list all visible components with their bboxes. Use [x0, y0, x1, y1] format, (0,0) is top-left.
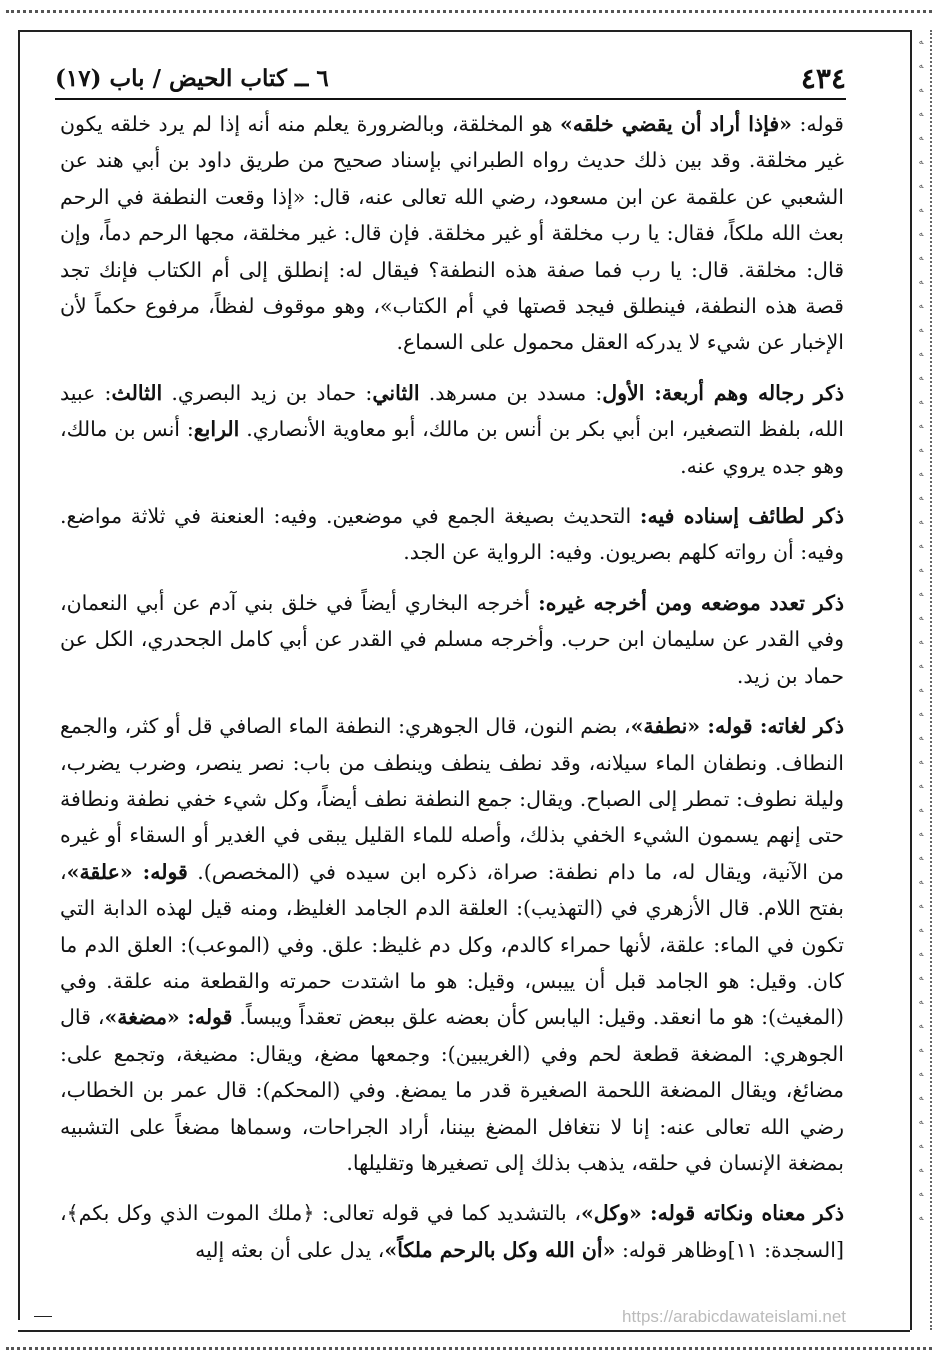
paragraph: [60, 1195, 844, 1268]
page-border-top: [18, 30, 910, 32]
running-title: ٦ ــ كتاب الحيض / باب (١٧): [55, 64, 329, 92]
bold-heading-segment: الثاني: [372, 380, 420, 405]
bold-heading-segment: «فإذا أراد أن يقضي خلقه»: [560, 112, 792, 136]
watermark-url: https://arabicdawateislami.net: [622, 1307, 846, 1326]
text-segment: قوله:: [791, 112, 844, 136]
text-segment: «إذا وقعت النطفة في الرحم بعث الله ملكاً، فقال: يا رب مخلقة أو غير مخلقة. فإن قال: غير مخلقة، مجها الرحم دماً، وإن قال: مخلقة. قال: يا رب فما صفة هذه النطفة؟ فيقال له: إنطلق إلى أم الكتاب فإنك تجد قصة هذه النطفة، فينطلق فيجد قصتها في أم الكتاب»: [60, 184, 844, 319]
paragraph: [60, 375, 844, 484]
bold-heading-segment: الثالث: [111, 380, 163, 405]
text-segment: ، يدل على أن بعثه إليه: [195, 1237, 385, 1262]
paragraph: [60, 106, 844, 361]
text-segment: ، بضم النون، قال الجوهري: النطفة الماء الصافي قل أو كثر، والجمع النطاف. ونطفان الماء سيلانه، وقد نطف ينطف وينطف من باب: نصر ينصر، وضرب يضرب، وليلة نطوف: تمطر إلى الصباح. ويقال: جمع النطفة نطف أيضاً، وكل شيء خفي نطفة ونطافة حتى إنهم يسمون الشيء الخفي بذلك، وأصله للماء القليل يبقى في الغدير أو السقاء أو غيره من الآنية، ويقال له، ما دام نطفة: صراة، ذكره ابن سيده في (المخصص).: [60, 714, 844, 884]
page-number: ٤٣٤: [800, 61, 846, 95]
bold-heading-segment: ذكر رجاله وهم أربعة:: [644, 380, 844, 405]
bold-heading-segment: ذكر معناه ونكاته قوله: «وكل»: [580, 1201, 844, 1226]
text-segment: ، [السجدة: ١١]وظاهر قوله:: [60, 1201, 844, 1262]
bold-heading-segment: الأول: [602, 380, 645, 405]
text-segment: هو المخلقة، وبالضرورة يعلم منه أنه إذا لم يرد خلقه يكون غير مخلقة. وقد بين ذلك حديث رواه الطبراني بإسناد صحيح من طريق داود بن أبي هند عن الشعبي عن علقمة عن ابن مسعود، رضي الله تعالى عنه، قال:: [60, 112, 845, 209]
page-body-text: [60, 106, 844, 1282]
text-segment: ، بالتشديد كما في قوله تعالى:: [314, 1201, 581, 1226]
text-segment: : عبيد الله، بلفظ التصغير، ابن أبي بكر بن أنس بن مالك، أبو معاوية الأنصاري.: [60, 380, 844, 442]
paragraph: [60, 585, 844, 694]
text-segment: : مسدد بن مسرهد.: [419, 380, 603, 405]
bold-heading-segment: «أن الله وكل بالرحم ملكاً»: [384, 1237, 616, 1262]
page-border-right-ornament: ﻪ ﻪ ﻪ ﻪ ﻪ ﻪ ﻪ ﻪ ﻪ ﻪ ﻪ ﻪ ﻪ ﻪ ﻪ ﻪ ﻪ ﻪ ﻪ ﻪ ﻪ ﻪ ﻪ ﻪ ﻪ ﻪ ﻪ ﻪ ﻪ ﻪ ﻪ ﻪ ﻪ ﻪ ﻪ ﻪ ﻪ ﻪ ﻪ ﻪ ﻪ ﻪ ﻪ ﻪ ﻪ ﻪ ﻪ ﻪ ﻪ ﻪ: [910, 30, 932, 1330]
text-segment: أخرجه البخاري أيضاً في خلق بني آدم عن أبي النعمان، وفي القدر عن سليمان ابن حرب. وأخرجه مسلم في القدر عن أبي كامل الجحدري، الكل عن حماد بن زيد.: [60, 590, 844, 688]
page-border-left: [18, 30, 20, 1320]
text-segment: ، قال الجوهري: المضغة قطعة لحم وفي (الغريبين): وجمعها مضغ، ويقال: مضيغة، وتجمع على: مضائغ، ويقال المضغة اللحمة الصغيرة قدر ما يمضغ. وفي (المحكم): قال عمر بن الخطاب، رضي الله تعالى عنه: إنا لا نتغافل المضغ بيننا، أراد الجراحات، وسماها مضغاً على التشبيه بمضغة الإنسان في حلقه، يذهب بذلك إلى تصغيرها وتقليلها.: [60, 1005, 844, 1175]
bold-heading-segment: قوله: «مضغة»: [104, 1005, 233, 1030]
text-segment: ﴿ملك الموت الذي وكل بكم﴾: [66, 1201, 315, 1226]
bold-heading-segment: ذكر تعدد موضعه ومن أخرجه غيره:: [538, 590, 844, 615]
page-border-bottom: [18, 1330, 910, 1332]
bold-heading-segment: الرابع: [193, 417, 240, 442]
bold-heading-segment: ذكر لطائف إسناده فيه:: [639, 504, 844, 529]
footnote-rule: [34, 1316, 52, 1317]
text-segment: : أنس بن مالك، وهو جده يروي عنه.: [60, 417, 844, 478]
bold-heading-segment: ذكر لغاته: قوله: «نطفة»: [630, 714, 844, 739]
page-header: [55, 58, 846, 100]
text-segment: ، وهو موقوف لفظاً، مرفوع حكماً لأن الإخبار عن شيء لا يدركه العقل محمول على السماع.: [60, 294, 844, 355]
text-segment: التحديث بصيغة الجمع في موضعين. وفيه: العنعنة في ثلاثة مواضع. وفيه: أن رواته كلهم بصريون. وفيه: الرواية عن الجد.: [60, 504, 844, 565]
text-segment: ، بفتح اللام. قال الأزهري في (التهذيب): العلقة الدم الجامد الغليظ، ومنه قيل لهذه الدابة التي تكون في الماء: علقة، لأنها حمراء كالدم، وكل دم غليظ: علق. وفي (الموعب): العلق الدم ما كان. وقيل: هو الجامد قبل أن ييبس، وقيل: هو ما اشتدت حمرته والقطعة منه علقة. وفي (المغيث): هو ما انعقد. وقيل: اليابس كأن بعضه علق ببعض تعقداً ويبساً.: [60, 859, 844, 1030]
text-segment: : حماد بن زيد البصري.: [162, 380, 373, 405]
paragraph: [60, 498, 844, 571]
paragraph: [60, 708, 844, 1181]
bold-heading-segment: قوله: «علقة»: [66, 859, 188, 884]
